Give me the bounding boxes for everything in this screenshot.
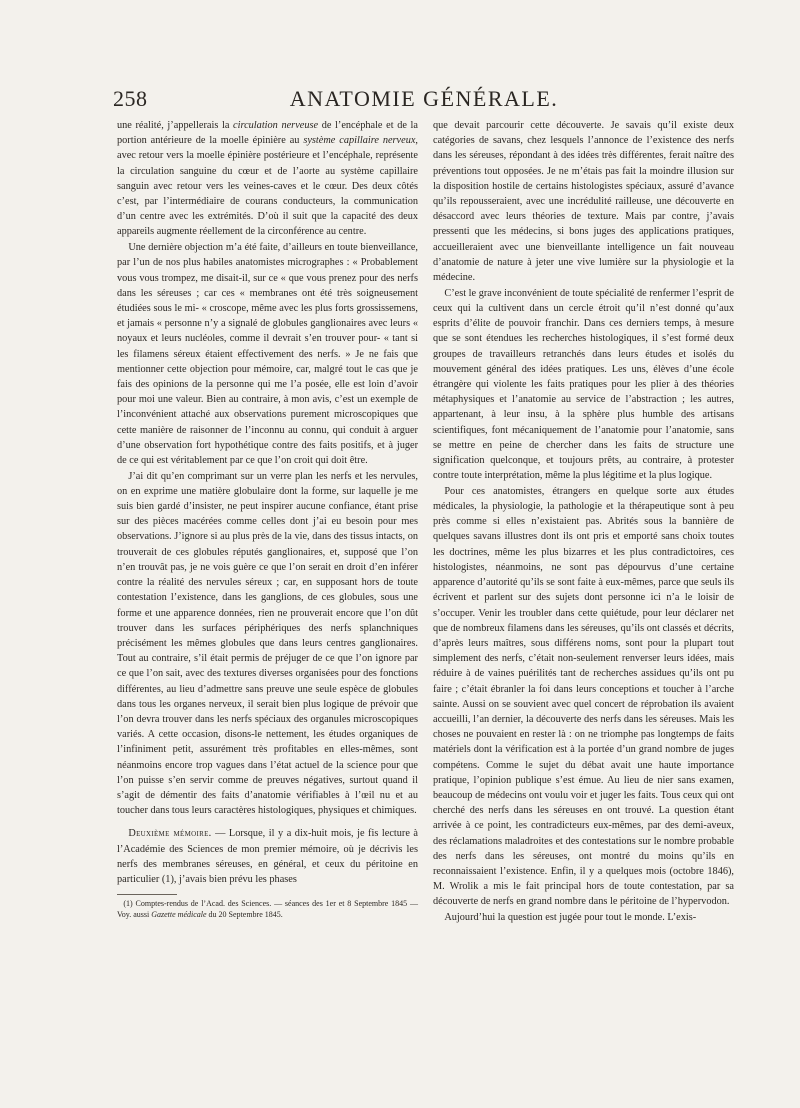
paragraph: que devait parcourir cette découverte. Je savais qu’il existe deux catégories de savans, chez lesquels l’annonce de l’existence des nerfs dans les séreuses, répondant à des idées très différentes, ferait naître des préventions tout opposées. Je ne m’étais pas fait la moindre illusion sur la disposition hostile de certains histologistes spéciaux, assuré d’avance qu’ils repousseraient, avec une incrédulité railleuse, une découverte en désaccord avec leurs théories de texture. Mais par contre, j’avais pressenti que les médecins, si bons juges des applications pratiques, accueilleraient avec une bienveillante intelligence un fait nouveau d’anatomie de nature à jeter une vive lumière sur la physiologie et la médecine. bbox=[433, 120, 734, 284]
paragraph: une réalité, j’appellerais la circulation nerveuse de l’encéphale et de la portion antérieure de la moelle épinière au système capillaire nerveux, avec retour vers la moelle épinière postérieure et l’encéphale, représente la circulation sanguine du cœur et de l’aorte au système capillaire sanguin avec retour vers les veines-caves et le cœur. Des deux côtés c’est, par l’intermédiaire de courans conducteurs, la communication d’un centre avec les extrémités. D’où il suit que la capacité des deux appareils augmente réellement de la circonférence au centre. bbox=[117, 120, 418, 238]
page-header bbox=[113, 86, 735, 112]
right-column bbox=[433, 118, 734, 925]
page-number: 258 bbox=[113, 86, 148, 111]
paragraph: Pour ces anatomistes, étrangers en quelque sorte aux études médicales, la physiologie, la pathologie et la thérapeutique sont à peu près comme si elles n’existaient pas. Abrités sous la bannière de quelques savans illustres dont ils ont pris et emporté sans choix toutes les doctrines, même les plus bizarres et les plus contradictoires, ces histologistes, néanmoins, ne sont pas dépourvus d’une certaine apparence d’autorité qu’ils se sont faite à eux-mêmes, parce que seuls ils écrivent et parlent sur des sujets dont personne ici n’a le loisir de s’occuper. Venir les troubler dans cette quiétude, pour leur déclarer net que de nombreux filamens dans les séreuses, qu’ils ont classés et décrits, d’après leurs maîtres, sous différens noms, sont pour la plupart tout simplement des nerfs, c’était non-seulement renverser leurs idées, mais réduire à de vaines puérilités tant de recherches assidues qu’ils ont pu faire ; c’était ébranler la foi dans leurs conceptions et toucher à l’arche sainte. Aussi on se souvient avec quel concert de réprobation ils avaient accueilli, l’an dernier, la découverte des nerfs dans les séreuses. Mais les choses ne pouvaient en rester là : on ne triomphe pas longtemps de faits matériels dont la vérification est à la portée d’un grand nombre de juges compétens. Comme le sujet du débat avait une haute importance pratique, l’opinion publique s’est émue. Au lieu de nier sans examen, beaucoup de médecins ont voulu voir et juger les faits. Tous ceux qui ont cherché des nerfs dans les séreuses en ont trouvé. La question étant arrivée à ce point, les contradicteurs eux-mêmes, par des demi-aveux, des réclamations maladroites et des contestations sur le nombre probable des nerfs dans les séreuses, ont montré du moins qu’ils en reconnaissaient l’existence. Enfin, il y a quelques mois (octobre 1846), M. Wrolik a mis le fait principal hors de toute contestation, par sa découverte de nerfs en grand nombre dans le péritoine de l’hypervodon. bbox=[433, 485, 734, 908]
italic-term: circulation nerveuse bbox=[233, 120, 319, 131]
section-heading: Deuxième mémoire. bbox=[128, 828, 212, 840]
section-paragraph: Deuxième mémoire. — Lorsque, il y a dix-huit mois, je fis lecture à l’Académie des Sciences de mon premier mémoire, où je décrivis les nerfs des membranes séreuses, en général, et ceux du péritoine en particulier (1), j’avais bien prévu les phases bbox=[117, 828, 418, 885]
italic-term: système capillaire nerveux bbox=[303, 135, 416, 147]
paragraph: J’ai dit qu’en comprimant sur un verre plan les nerfs et les nervules, on en exprime une matière globulaire dont la forme, sur laquelle je me suis bien gardé d’insister, ne peut inspirer aucune confiance, étant prise sur des pièces macérées comme celles dont j’ai eu besoin pour mes observations. J’ignore si au plus près de la vie, dans des tissus intacts, on trouverait de ces globules réputés ganglionaires, et, supposé que l’on n’en trouvât pas, je ne vois guère ce que l’on serait en droit d’en inférer contre la réalité des nervules séreux ; car, en supposant hors de toute contestation l’existence, dans les ganglions, de ces globules, sous une forme et une apparence données, rien ne prouverait encore que l’on dût trouver dans les surfaces périphériques des nerfs splanchniques précisément les mêmes globules que dans leurs centres ganglionaires. Tout au contraire, s’il était permis de préjuger de ce que l’on ignore par ce que l’on sait, avec des textures diverses organisées pour des fonctions différentes, au lieu d’admettre sans preuve une seule espèce de globules dans tous les organes nerveux, il serait bien plus logique de prévoir que l’on devra trouver dans les nerfs spéciaux des organules microscopiques variés. A cette occasion, disons-le nettement, les études organiques de l’infiniment petit, assurément très profitables en elles-mêmes, sont néanmoins encore trop vagues dans l’état actuel de la science pour que l’on puisse s’en servir comme de preuves négatives, surtout quand il s’agit de démentir des faits d’anatomie vérifiables à l’œil nu et au toucher dans tous leurs caractères histologiques, physiques et chimiques. bbox=[117, 470, 418, 817]
paragraph: Aujourd’hui la question est jugée pour tout le monde. L’exis- bbox=[444, 912, 697, 924]
paragraph: C’est le grave inconvénient de toute spécialité de renfermer l’esprit de ceux qui la cultivent dans un cercle étroit qu’il n’est donné qu’aux esprits d’élite de pouvoir franchir. Dans ces derniers temps, à mesure que se sont étendues les recherches histologiques, il s’est formé deux groupes de travailleurs retranchés dans leurs études et isolés du mouvement général des idées pratiques. Les uns, élèves d’une école étrangère qui violente les faits pratiques pour les plier à des théories métaphysiques et l’anatomie au service de l’abstraction ; les autres, appartenant, à leur insu, à la sphère plus humble des artisans scientifiques, font mécaniquement de l’anatomie pour l’anatomie, sans se mettre en peine de chercher dans les faits de structure une signification quelconque, et toujours prêts, au contraire, à protester contre toute interprétation, même la plus légitime et la plus logique. bbox=[433, 287, 734, 482]
paragraph: Une dernière objection m’a été faite, d’ailleurs en toute bienveillance, par l’un de nos plus habiles anatomistes micrographes : « Probablement vous vous trompez, me disait-il, sur ce « que vous prenez pour des nerfs dans les séreuses ; car ces « membranes ont été très soigneusement étudiées sous le mi- « croscope, même avec les plus forts grossissemens, et jamais « personne n’y a signalé de globules ganglionaires avec leurs « noyaux et leurs nucléoles, comme il devrait s’en trouver pour- « tant si les filamens séreux étaient effectivement des nerfs. » Je ne fais que mentionner cette objection pour mémoire, car, malgré tout le cas que je fais des opinions de la personne qui me l’a posée, elle est loin d’avoir pour moi une valeur. Bien au contraire, à mon avis, c’est un exemple de l’inconvénient attaché aux observations purement microscopiques que cette manière de raisonner de l’inconnu au connu, qui conduit à arguer d’une observation fort hypothétique contre des faits positifs, et à juger de ce qui est véritablement par ce que l’on croit qui doit être. bbox=[117, 242, 418, 466]
footnote: (1) Comptes-rendus de l’Acad. des Sciences. — séances des 1er et 8 Septembre 1845 — Voy. aussi Gazette médicale du 20 Septembre 1845. bbox=[117, 899, 418, 920]
left-column bbox=[117, 118, 418, 920]
running-title: ANATOMIE GÉNÉRALE. bbox=[289, 86, 559, 111]
footnote-divider bbox=[117, 894, 177, 895]
